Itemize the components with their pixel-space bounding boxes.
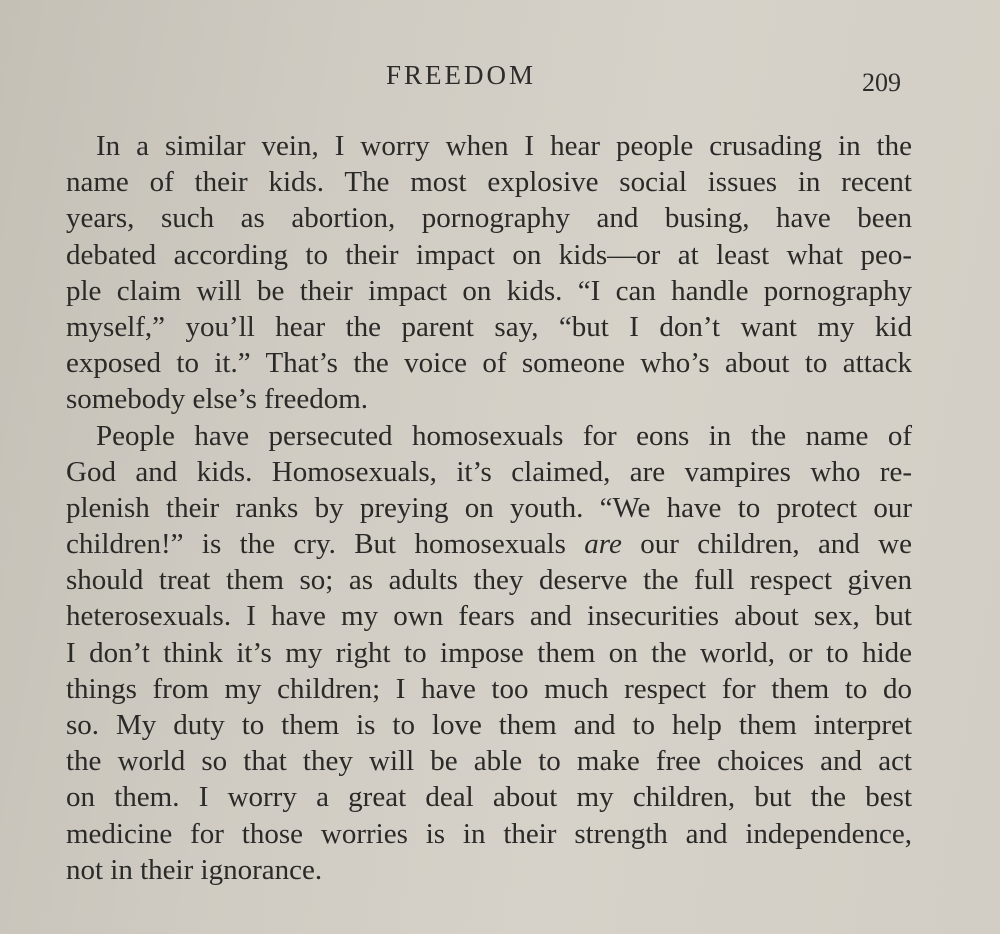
paragraph-1-line-7: exposed to it.” That’s the voice of someone who’s about to attack <box>66 347 912 380</box>
paragraph-1-line-5: ple claim will be their impact on kids. “I can handle pornography <box>66 274 912 307</box>
paragraph-2-line-5: should treat them so; as adults they deserve the full respect given <box>66 564 912 597</box>
paragraph-2-line-13: not in their ignorance. <box>66 853 323 886</box>
paragraph-2-line-10: the world so that they will be able to make free choices and act <box>66 745 912 778</box>
paragraph-2-line-8: things from my children; I have too much respect for them to do <box>66 672 912 705</box>
paragraph-2-line-12: medicine for those worries is in their strength and independence, <box>66 817 912 850</box>
paragraph-2-line-7: I don’t think it’s my right to impose them on the world, or to hide <box>66 636 912 669</box>
paragraph-2-line-1: People have persecuted homosexuals for eons in the name of <box>96 419 912 452</box>
paragraph-1-line-2: name of their kids. The most explosive social issues in recent <box>66 166 912 199</box>
paragraph-2-line-4 <box>66 526 912 562</box>
paragraph-1-line-3: years, such as abortion, pornography and busing, have been <box>66 202 912 235</box>
paragraph-2-line-2: God and kids. Homosexuals, it’s claimed, are vampires who re- <box>66 455 912 488</box>
paragraph-2-line-3: plenish their ranks by preying on youth. “We have to protect our <box>66 491 912 524</box>
emphasized-word: are <box>584 528 622 561</box>
paragraph-2-line-6: heterosexuals. I have my own fears and insecurities about sex, but <box>66 600 912 633</box>
paragraph-1-line-8: somebody else’s freedom. <box>66 383 369 416</box>
paragraph-2-line-9: so. My duty to them is to love them and to help them interpret <box>66 709 912 741</box>
paragraph-1-line-6: myself,” you’ll hear the parent say, “but I don’t want my kid <box>66 310 912 343</box>
running-head-title: FREEDOM <box>386 60 537 90</box>
paragraph-1-line-1: In a similar vein, I worry when I hear people crusading in the <box>96 130 912 162</box>
paragraph-1-line-4: debated according to their impact on kids—or at least what peo- <box>66 238 912 271</box>
line-4-end: our children, and we <box>621 528 912 561</box>
line-4-start: children!” is the cry. But homosexuals <box>66 528 585 561</box>
page-number: 209 <box>862 68 901 97</box>
body-text <box>66 128 912 888</box>
paragraph-2-line-11: on them. I worry a great deal about my children, but the best <box>66 781 912 814</box>
